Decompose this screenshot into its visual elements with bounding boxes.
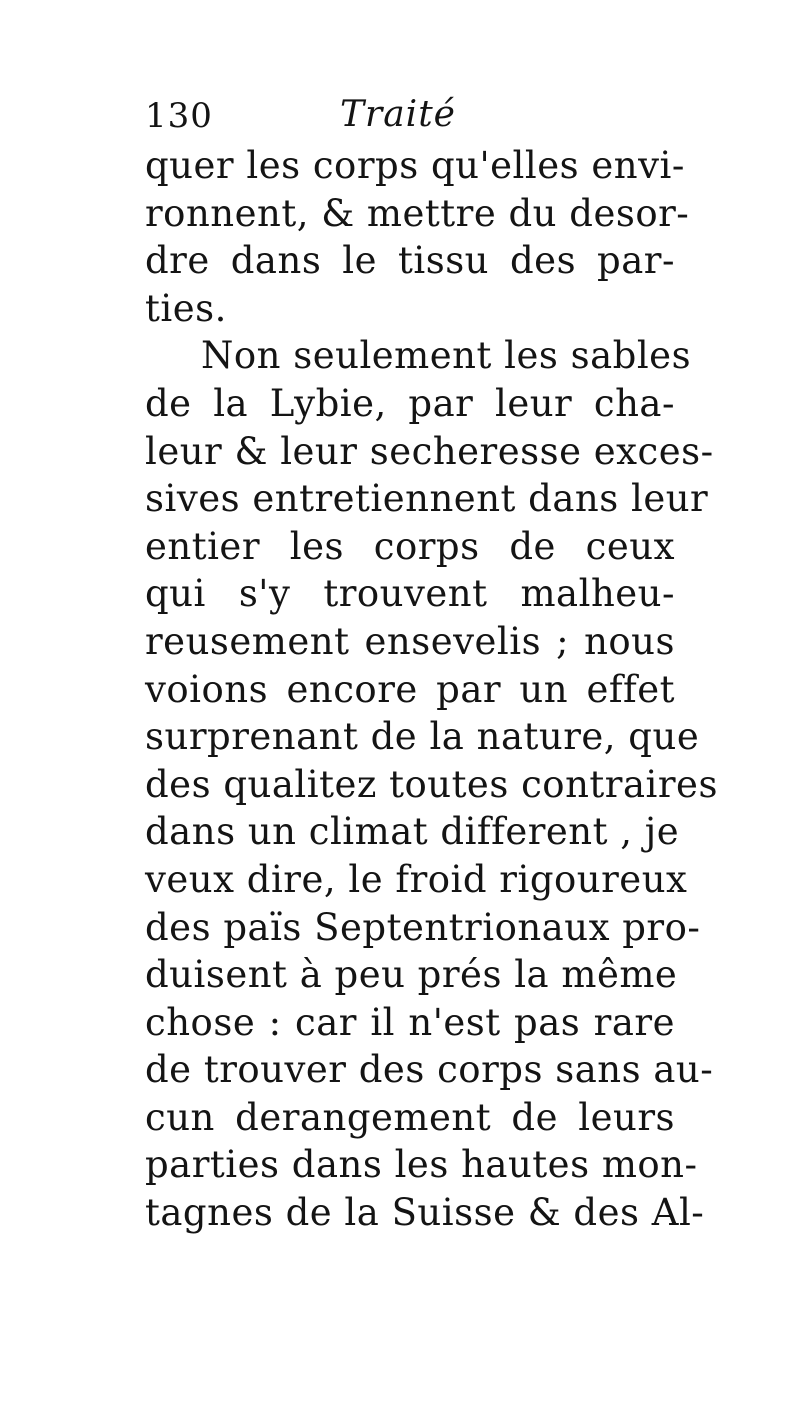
- running-title: Traité: [340, 94, 456, 135]
- text-line: des qualitez toutes contraires: [145, 762, 718, 806]
- page-header: [145, 96, 665, 142]
- body-text: [145, 142, 718, 1237]
- text-line: de trouver des corps sans au-: [145, 1048, 714, 1092]
- paragraph-first-line: Non seulement les sables: [201, 334, 692, 378]
- text-line: entier les corps de ceux: [145, 524, 675, 568]
- text-line: voions encore par un effet: [145, 667, 675, 711]
- text-line: des païs Septentrionaux pro-: [145, 905, 701, 949]
- text-line: ties.: [145, 286, 227, 330]
- text-line: quer les corps qu'elles envi-: [145, 144, 685, 187]
- text-line: reusement ensevelis ; nous: [145, 619, 675, 663]
- text-line: de la Lybie, par leur cha-: [145, 381, 675, 425]
- text-line: parties dans les hautes mon-: [145, 1143, 698, 1187]
- text-line: veux dire, le froid rigoureux: [145, 857, 688, 901]
- text-line: leur & leur secheresse exces-: [145, 429, 714, 473]
- text-line: surprenant de la nature, que: [145, 715, 700, 759]
- text-line: chose : car il n'est pas rare: [145, 1000, 675, 1044]
- text-line: sives entretiennent dans leur: [145, 477, 709, 521]
- text-line: qui s'y trouvent malheu-: [145, 572, 675, 616]
- text-line: ronnent, & mettre du desor-: [145, 191, 690, 235]
- text-line: dans un climat different , je: [145, 810, 680, 854]
- page-number: 130: [145, 96, 213, 136]
- text-line: cun derangement de leurs: [145, 1095, 675, 1139]
- text-line: tagnes de la Suisse & des Al-: [145, 1191, 705, 1235]
- text-line: duisent à peu prés la même: [145, 953, 678, 997]
- text-line: dre dans le tissu des par-: [145, 239, 675, 283]
